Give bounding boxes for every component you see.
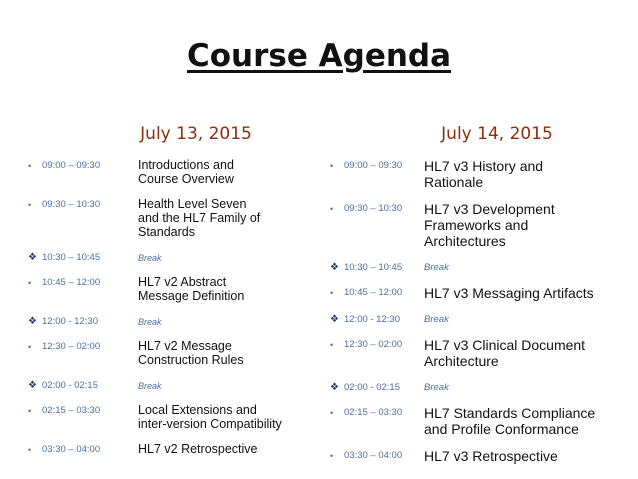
session-title: HL7 v3 History and Rationale (424, 158, 544, 190)
session-title: HL7 v3 Retrospective (424, 448, 558, 464)
bullet-icon: • (330, 204, 334, 214)
agenda-row (330, 405, 630, 437)
agenda-row (330, 337, 630, 369)
bullet-icon: • (330, 451, 334, 461)
session-title: HL7 v3 Clinical Document Architecture (424, 337, 586, 369)
session-title: HL7 Standards Compliance and Profile Conformance (424, 405, 596, 437)
session-title: HL7 v2 Abstract Message Definition (138, 275, 245, 303)
agenda-list (330, 158, 630, 464)
agenda-break-row (330, 260, 630, 276)
diamond-bullet-icon: ❖ (330, 262, 339, 273)
break-label: Break (424, 314, 449, 325)
agenda-time: 09:00 – 09:30 (344, 160, 403, 171)
session-title: HL7 v2 Message Construction Rules (138, 339, 244, 367)
session-title: HL7 v3 Messaging Artifacts (424, 285, 594, 301)
bullet-icon: • (330, 408, 334, 418)
day-column-july-13 (28, 124, 318, 469)
agenda-time: 09:30 – 10:30 (42, 199, 101, 210)
agenda-break-row (28, 250, 318, 266)
agenda-list (28, 158, 318, 458)
page-title: Course Agenda (186, 38, 452, 74)
session-title: HL7 v2 Retrospective (138, 442, 258, 456)
agenda-row (28, 197, 318, 239)
agenda-time: 12:30 – 02:00 (42, 341, 101, 352)
break-label: Break (138, 253, 162, 263)
bullet-icon: • (330, 340, 334, 350)
day-date: July 14, 2015 (441, 124, 553, 144)
agenda-row (330, 448, 630, 464)
bullet-icon: • (28, 406, 32, 416)
agenda-break-row (28, 378, 318, 394)
agenda-row (28, 158, 318, 186)
diamond-bullet-icon: ❖ (28, 380, 37, 391)
agenda-time: 10:45 – 12:00 (42, 277, 101, 288)
agenda-time: 03:30 – 04:00 (42, 444, 101, 455)
bullet-icon: • (330, 288, 334, 298)
break-label: Break (424, 262, 449, 273)
agenda-row (28, 339, 318, 367)
agenda-time: 10:30 – 10:45 (344, 262, 403, 273)
diamond-bullet-icon: ❖ (330, 382, 339, 393)
agenda-time: 09:00 – 09:30 (42, 160, 101, 171)
agenda-time: 02:15 – 03:30 (344, 407, 403, 418)
agenda-break-row (28, 314, 318, 330)
agenda-time: 12:00 - 12:30 (344, 314, 400, 325)
agenda-row (330, 201, 630, 249)
agenda-row (28, 275, 318, 303)
agenda-row (330, 285, 630, 301)
break-label: Break (424, 382, 449, 393)
bullet-icon: • (330, 161, 334, 171)
session-title: HL7 v3 Development Frameworks and Architectures (424, 201, 555, 249)
diamond-bullet-icon: ❖ (28, 316, 37, 327)
diamond-bullet-icon: ❖ (28, 252, 37, 263)
break-label: Break (138, 381, 162, 391)
agenda-row (28, 442, 318, 458)
agenda-time: 12:00 - 12:30 (42, 316, 98, 327)
agenda-time: 10:30 – 10:45 (42, 252, 101, 263)
agenda-row (28, 403, 318, 431)
bullet-icon: • (28, 278, 32, 288)
bullet-icon: • (28, 161, 32, 171)
agenda-time: 02:00 - 02:15 (344, 382, 400, 393)
break-label: Break (138, 317, 162, 327)
session-title: Introductions and Course Overview (138, 158, 234, 186)
agenda-time: 10:45 – 12:00 (344, 287, 403, 298)
agenda-break-row (330, 380, 630, 396)
agenda-time: 12:30 – 02:00 (344, 339, 403, 350)
agenda-time: 02:00 - 02:15 (42, 380, 98, 391)
day-column-july-14 (330, 124, 630, 475)
agenda-time: 02:15 – 03:30 (42, 405, 101, 416)
diamond-bullet-icon: ❖ (330, 314, 339, 325)
day-date: July 13, 2015 (140, 124, 252, 144)
agenda-time: 03:30 – 04:00 (344, 450, 403, 461)
session-title: Local Extensions and inter-version Compatibility (138, 403, 282, 431)
agenda-time: 09:30 – 10:30 (344, 203, 403, 214)
agenda-break-row (330, 312, 630, 328)
bullet-icon: • (28, 342, 32, 352)
session-title: Health Level Seven and the HL7 Family of Standards (138, 197, 261, 239)
bullet-icon: • (28, 200, 32, 210)
bullet-icon: • (28, 445, 32, 455)
agenda-row (330, 158, 630, 190)
